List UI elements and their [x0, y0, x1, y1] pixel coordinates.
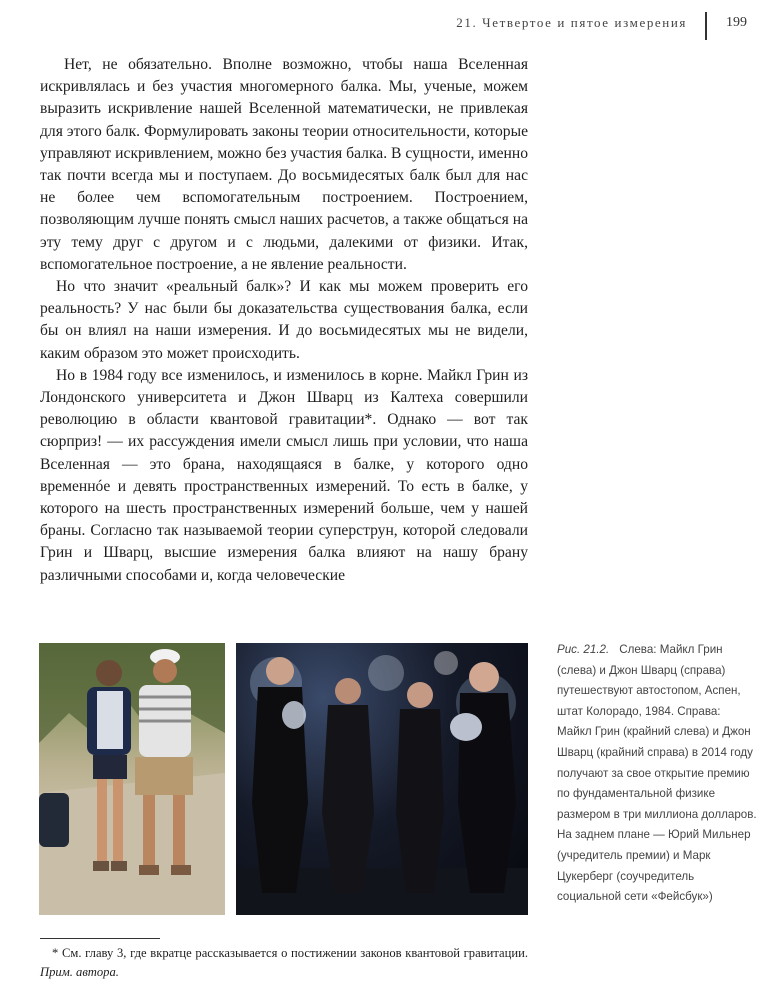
header-divider — [705, 12, 707, 40]
hikers-illustration — [39, 643, 225, 915]
paragraph: Нет, не обязательно. Вполне возможно, чтобы наша Вселенная искривлялась и без участия многомерного балка. Мы, ученые, можем выразить искривление нашей Вселенной математически, не привлекая для этого балк. Формулировать законы теории относительности, которые управляют искривлением, можно без участия балка. В сущности, именно так почти всегда мы и поступаем. До восьмидесятых балк был для нас не более чем вспомогательным построением. Построением, позволяющим лучше понять смысл наших расчетов, а также общаться на эту тему друг с другом и с людьми, далекими от физики. Итак, вспомогательное построение, а не явление реальности. — [40, 56, 528, 273]
ceremony-illustration — [236, 643, 528, 915]
caption-text: Слева: Майкл Грин (слева) и Джон Шварц (справа) путешествуют автостопом, Аспен, штат Колорадо, 1984. Справа: Майкл Грин (крайний слева) и Джон Шварц (крайний справа) в 2014 году получают за свое открытие премию по фундаментальной физике размером в три миллиона долларов. На заднем плане — Юрий Мильнер (учредитель премии) и Марк Цукерберг (соучредитель социальной сети «Фейсбук») — [557, 643, 757, 904]
footnote — [40, 944, 528, 982]
page-header — [300, 12, 755, 38]
footnote-text: * См. главу 3, где вкратце рассказывается о постижении законов квантовой гравитации. — [52, 946, 528, 960]
page-number: 199 — [726, 15, 747, 30]
paragraph: Но что значит «реальный балк»? И как мы можем проверить его реальность? У нас были бы доказательства существования балка, если бы он влиял на наши измерения. И до восьмидесятых мы не видели, каким образом это может происходить. — [40, 278, 528, 362]
figure-label: Рис. 21.2. — [557, 643, 610, 656]
footnote-attribution: Прим. автора. — [40, 965, 119, 979]
body-text — [40, 54, 528, 587]
photo-hitchhiking — [39, 643, 225, 915]
chapter-title: 21. Четвертое и пятое измерения — [456, 15, 687, 30]
photo-award-ceremony — [236, 643, 528, 915]
paragraph: Но в 1984 году все изменилось, и изменилось в корне. Майкл Грин из Лондонского университета и Джон Шварц из Калтеха совершили революцию в области квантовой гравитации*. Однако — вот так сюрприз! — их рассуждения имели смысл лишь при условии, что наша Вселенная — это брана, находящаяся в балке, у которого одно временнóе и девять пространственных измерений. То есть в балке, у которого на шесть пространственных измерений больше, чем у нашей браны. Согласно так называемой теории суперструн, которой следовали Грин и Шварц, высшие измерения балка влияют на нашу брану различными способами и, когда человеческие — [40, 366, 528, 584]
figure-caption — [557, 640, 757, 908]
footnote-divider — [40, 938, 160, 939]
